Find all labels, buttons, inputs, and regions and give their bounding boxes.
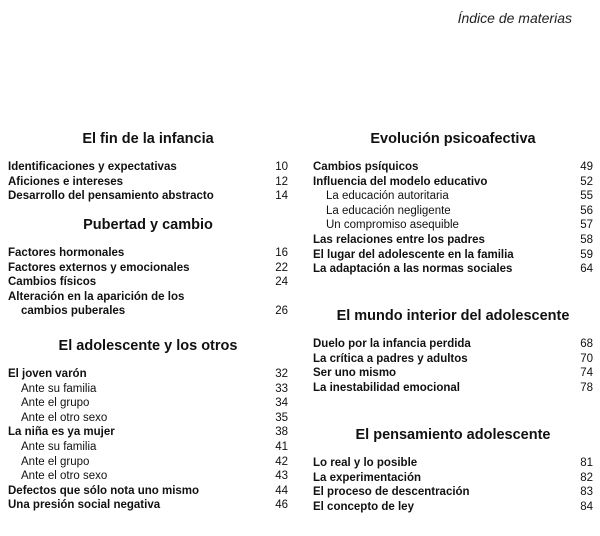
entry-page-number: 74 [580, 367, 593, 380]
running-header: Índice de materias [457, 10, 572, 26]
entry-label: La crítica a padres y adultos [313, 352, 468, 365]
entry-label: Ante el otro sexo [21, 470, 108, 483]
index-entry[interactable] [8, 455, 288, 470]
index-entry[interactable] [8, 498, 288, 513]
index-entry[interactable] [313, 352, 593, 367]
index-section [8, 216, 288, 319]
entry-page-number: 81 [580, 457, 593, 469]
entry-page-number: 35 [275, 411, 288, 424]
entry-page-number: 12 [275, 175, 288, 188]
entry-page-number: 14 [275, 190, 288, 203]
entry-label-line: cambios puberales [21, 305, 126, 318]
entry-page-number: 57 [580, 219, 593, 232]
entry-label: Cambios psíquicos [313, 161, 419, 173]
entry-page-number: 24 [275, 276, 288, 289]
entry-label: Lo real y lo posible [313, 457, 418, 469]
entry-page-number: 26 [275, 305, 288, 318]
section-title: Evolución psicoafectiva [370, 131, 536, 147]
entry-label: Ante el otro sexo [21, 411, 108, 424]
entry-list [8, 246, 288, 319]
index-entry[interactable] [313, 262, 593, 277]
index-entry[interactable] [313, 471, 593, 486]
entry-label: El concepto de ley [313, 500, 414, 513]
entry-label: Cambios físicos [8, 276, 97, 289]
entry-page-number: 59 [580, 248, 593, 261]
index-section [8, 130, 288, 204]
entry-page-number: 34 [275, 397, 288, 410]
entry-label: Identificaciones y expectativas [8, 161, 177, 173]
index-entry[interactable] [8, 469, 288, 484]
entry-label: Ante su familia [21, 382, 97, 395]
entry-label: Las relaciones entre los padres [313, 233, 485, 246]
entry-label: Un compromiso asequible [326, 219, 459, 232]
entry-label: El proceso de descentración [313, 486, 470, 499]
index-entry[interactable] [313, 485, 593, 500]
section-title: El pensamiento adolescente [355, 427, 551, 443]
entry-page-number: 52 [580, 175, 593, 188]
index-entry[interactable] [8, 382, 288, 397]
entry-page-number: 38 [275, 426, 288, 439]
entry-page-number: 16 [275, 247, 288, 259]
index-entry[interactable] [313, 366, 593, 381]
entry-page-number: 56 [580, 204, 593, 217]
entry-label: Influencia del modelo educativo [313, 175, 488, 188]
index-entry[interactable] [313, 381, 593, 396]
entry-page-number: 55 [580, 190, 593, 203]
entry-page-number: 68 [580, 338, 593, 350]
entry-label: Ante el grupo [21, 397, 90, 410]
entry-label: Aficiones e intereses [8, 175, 124, 188]
index-entry[interactable] [8, 484, 288, 499]
section-title: El adolescente y los otros [58, 338, 238, 354]
entry-label: Ser uno mismo [313, 367, 397, 380]
entry-label: La adaptación a las normas sociales [313, 263, 513, 276]
index-entry[interactable] [8, 261, 288, 276]
entry-label: Factores hormonales [8, 247, 125, 259]
entry-label: Ante el grupo [21, 455, 90, 468]
entry-label: Desarrollo del pensamiento abstracto [8, 190, 214, 203]
index-entry[interactable] [313, 337, 593, 352]
entry-label: La inestabilidad emocional [313, 381, 460, 394]
entry-page-number: 32 [275, 368, 288, 380]
entry-page-number: 43 [275, 470, 288, 483]
entry-page-number: 46 [275, 499, 288, 512]
entry-list [313, 337, 593, 395]
entry-page-number: 84 [580, 500, 593, 513]
entry-label: Duelo por la infancia perdida [313, 338, 471, 350]
index-entry[interactable] [8, 160, 288, 175]
entry-label-line: Alteración en la aparición de los [8, 290, 185, 303]
index-entry[interactable] [8, 425, 288, 440]
index-entry[interactable] [313, 175, 593, 190]
entry-page-number: 82 [580, 471, 593, 484]
index-entry[interactable] [8, 367, 288, 382]
index-entry[interactable] [313, 189, 593, 204]
entry-label: La experimentación [313, 471, 422, 484]
index-entry[interactable] [313, 160, 593, 175]
index-entry[interactable] [8, 396, 288, 411]
entry-page-number: 22 [275, 261, 288, 274]
entry-list [313, 456, 593, 514]
entry-page-number: 58 [580, 233, 593, 246]
entry-page-number: 33 [275, 382, 288, 395]
index-entry[interactable] [8, 246, 288, 261]
index-entry[interactable] [8, 275, 288, 290]
entry-label: Factores externos y emocionales [8, 261, 190, 274]
section-title: El fin de la infancia [82, 131, 214, 147]
index-entry[interactable] [313, 248, 593, 263]
entry-label: Una presión social negativa [8, 499, 161, 512]
section-title: Pubertad y cambio [83, 217, 213, 233]
index-entry[interactable] [313, 456, 593, 471]
entry-page-number: 10 [275, 161, 288, 173]
entry-page-number: 64 [580, 263, 593, 276]
index-section [313, 130, 593, 277]
entry-label: Defectos que sólo nota uno mismo [8, 484, 200, 497]
index-entry[interactable] [8, 290, 288, 319]
index-section [8, 337, 288, 513]
entry-label: La niña es ya mujer [8, 426, 115, 439]
index-entry[interactable] [8, 411, 288, 426]
entry-list [313, 160, 593, 277]
index-entry[interactable] [313, 500, 593, 515]
entry-list [8, 367, 288, 513]
index-entry[interactable] [8, 189, 288, 204]
index-entry[interactable] [8, 440, 288, 455]
entry-label: La educación negligente [326, 204, 451, 217]
entry-label: El lugar del adolescente en la familia [313, 248, 514, 261]
section-title: El mundo interior del adolescente [336, 308, 570, 324]
entry-label: Ante su familia [21, 440, 97, 453]
index-entry[interactable] [8, 175, 288, 190]
index-entry[interactable] [313, 204, 593, 219]
entry-list [8, 160, 288, 204]
entry-label [8, 290, 264, 319]
index-section [313, 307, 593, 395]
entry-label: La educación autoritaria [326, 190, 449, 203]
entry-page-number: 49 [580, 161, 593, 173]
entry-page-number: 83 [580, 486, 593, 499]
entry-page-number: 78 [580, 381, 593, 394]
entry-page-number: 41 [275, 440, 288, 453]
index-section [313, 426, 593, 514]
entry-page-number: 44 [275, 484, 288, 497]
entry-label: El joven varón [8, 368, 87, 380]
entry-page-number: 42 [275, 455, 288, 468]
index-entry[interactable] [313, 218, 593, 233]
index-entry[interactable] [313, 233, 593, 248]
entry-page-number: 70 [580, 352, 593, 365]
